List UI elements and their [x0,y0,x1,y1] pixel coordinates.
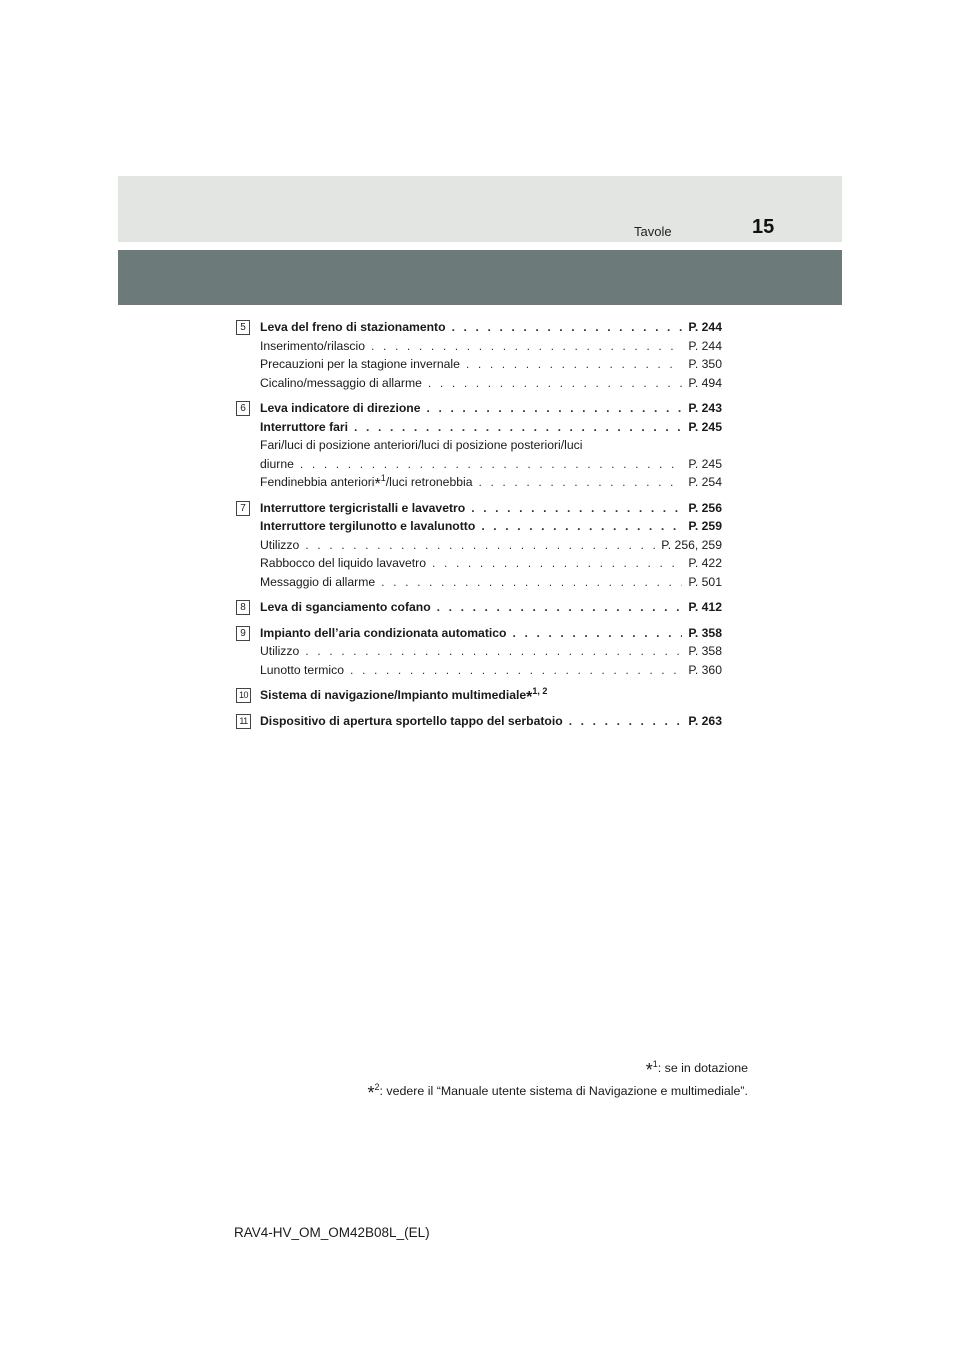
section-title: Tavole [634,224,672,239]
page-reference[interactable]: P. 494 [688,375,722,390]
footnote-line [368,1058,749,1081]
entry-row [236,517,722,536]
entry-row [236,712,722,731]
entry-label [236,686,547,705]
entry-row [236,318,722,337]
entry-row [236,436,722,455]
entry-row [236,598,722,617]
entry-group [236,499,722,592]
entry-row [236,686,722,705]
entry-row [236,642,722,661]
page-reference[interactable]: P. 256 [688,500,722,515]
dot-leader [354,418,682,437]
footnote-star: * [367,1083,375,1103]
entry-row [236,536,722,555]
footnote-marker: 1, 2 [532,685,548,696]
item-number-badge: 11 [236,714,251,729]
entry-label-text: Sistema di navigazione/Impianto multimediale [260,688,527,702]
page-reference[interactable]: P. 245 [688,419,722,434]
dot-leader [427,399,683,418]
entry-row [236,661,722,680]
dot-leader [428,374,682,393]
entry-row [236,554,722,573]
entry-row [236,337,722,356]
page-reference[interactable]: P. 243 [688,401,722,415]
entry-label [236,473,472,492]
index-entries [236,318,722,737]
entry-row [236,455,722,474]
entry-group [236,598,722,617]
entry-label: Messaggio di allarme [260,574,376,589]
page-reference[interactable]: P. 501 [688,574,722,589]
page-reference[interactable]: P. 244 [688,338,722,353]
entry-label-text: /luci retronebbia [385,475,473,489]
header-separator [118,242,842,250]
dot-leader [569,712,683,731]
page-reference[interactable]: P. 244 [688,320,722,334]
item-number-badge: 7 [236,501,250,516]
footnote-star: * [374,476,381,493]
entry-row [236,374,722,393]
entry-label: Leva di sganciamento cofano [260,600,431,614]
dot-leader [513,624,683,643]
footnote-line [368,1081,749,1104]
entry-label: Dispositivo di apertura sportello tappo del serbatoio [260,713,563,728]
footnote-star: * [645,1060,653,1080]
footnotes [368,1058,749,1104]
dot-leader [371,337,682,356]
entry-label: Fari/luci di posizione anteriori/luci di posizione posteriori/luci [260,438,583,452]
dot-leader [437,598,683,617]
entry-row [236,499,722,518]
footnote-marker: 2 [374,1081,380,1092]
dot-leader [305,642,682,661]
page-reference[interactable]: P. 256, 259 [661,537,722,552]
footnote-marker: 1 [380,472,386,483]
header-band [118,176,842,242]
item-number-badge: 5 [236,320,250,335]
dot-leader [432,554,682,573]
entry-label: Precauzioni per la stagione invernale [260,357,460,371]
entry-label: Leva indicatore di direzione [260,401,421,415]
entry-label: Inserimento/rilascio [260,338,365,353]
footnote-text: : se in dotazione [657,1061,748,1075]
dot-leader [305,536,655,555]
entry-label: Impianto dell’aria condizionata automatico [260,625,507,640]
dot-leader [452,318,683,337]
entry-label: Lunotto termico [260,662,345,677]
entry-label: Interruttore tergicristalli e lavavetro [260,500,466,515]
page-reference[interactable]: P. 358 [688,644,722,658]
dot-leader [478,473,682,492]
entry-group [236,712,722,731]
item-number-badge: 9 [236,626,250,641]
entry-label: diurne [260,456,294,471]
header-bar [118,250,842,305]
entry-label: Rabbocco del liquido lavavetro [260,556,426,570]
entry-label: Leva del freno di stazionamento [260,320,446,334]
entry-row [236,573,722,592]
page-reference[interactable]: P. 360 [688,662,722,677]
entry-row [236,399,722,418]
page-reference[interactable]: P. 422 [688,556,722,570]
page-reference[interactable]: P. 358 [688,625,722,640]
entry-row [236,418,722,437]
entry-label: Utilizzo [260,644,300,658]
page-reference[interactable]: P. 245 [688,456,722,471]
entry-label: Interruttore fari [260,419,349,434]
page-reference[interactable]: P. 412 [688,600,722,614]
dot-leader [381,573,682,592]
item-number-badge: 10 [236,688,251,703]
page-reference[interactable]: P. 259 [688,519,722,533]
entry-row [236,473,722,492]
entry-group [236,686,722,705]
dot-leader [466,355,682,374]
item-number-badge: 8 [236,600,250,615]
page-reference[interactable]: P. 254 [688,475,722,489]
dot-leader [300,455,682,474]
entry-label-text: Fendinebbia anteriori [260,475,375,489]
footnote-marker: 1 [652,1058,658,1069]
dot-leader [481,517,682,536]
document-code: RAV4-HV_OM_OM42B08L_(EL) [234,1225,430,1240]
entry-row [236,624,722,643]
footnote-star: * [526,689,533,706]
entry-label: Utilizzo [260,537,300,552]
entry-group [236,624,722,680]
entry-group [236,399,722,492]
dot-leader [350,661,682,680]
page-reference[interactable]: P. 263 [688,713,722,728]
entry-row [236,355,722,374]
page-number: 15 [752,216,775,238]
entry-label: Cicalino/messaggio di allarme [260,375,422,390]
item-number-badge: 6 [236,401,250,416]
entry-label: Interruttore tergilunotto e lavalunotto [260,519,476,533]
footnote-text: : vedere il “Manuale utente sistema di Navigazione e multimediale”. [379,1084,748,1098]
entry-group [236,318,722,392]
dot-leader [471,499,682,518]
page-reference[interactable]: P. 350 [688,357,722,371]
